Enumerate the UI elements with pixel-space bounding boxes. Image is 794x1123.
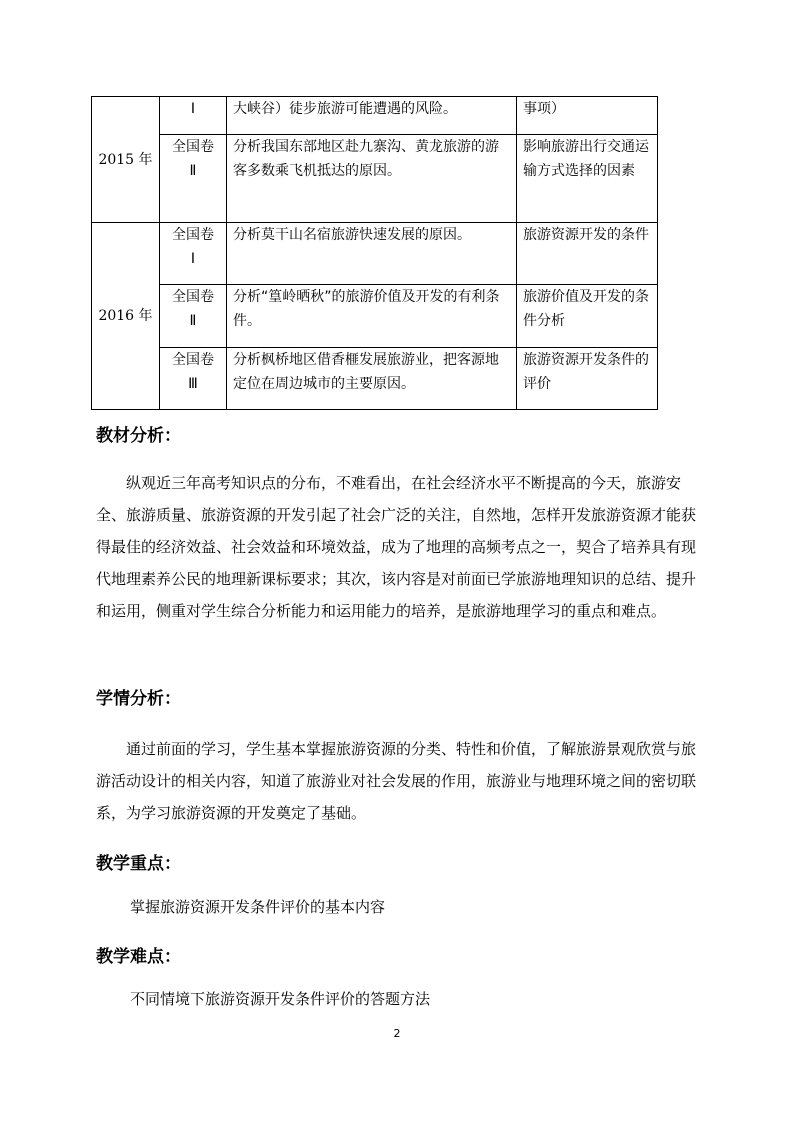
question-cell: 分析莫干山名宿旅游快速发展的原因。 <box>227 223 517 285</box>
table-row <box>92 135 658 223</box>
paper-cell <box>160 135 227 223</box>
question-cell: 大峡谷）徒步旅游可能遭遇的风险。 <box>227 97 517 135</box>
paragraph-difficult: 不同情境下旅游资源开发条件评价的答题方法 <box>130 990 431 1008</box>
paper-label: 全国卷 Ⅲ <box>172 352 214 392</box>
paragraph-students: 通过前面的学习，学生基本掌握旅游资源的分类、特性和价值，了解旅游景观欣赏与旅游活动设计的相关内容，知道了旅游业对社会发展的作用，旅游业与地理环境之间的密切联系，为学习旅游资源的开发奠定了基础。 <box>96 740 697 822</box>
year-cell: 2015 年 <box>92 97 160 223</box>
point-cell: 影响旅游出行交通运输方式选择的因素 <box>517 135 658 223</box>
exam-table <box>91 96 658 410</box>
table-row <box>92 285 658 348</box>
table-row <box>92 97 658 135</box>
question-cell: 分析枫桥地区借香榧发展旅游业，把客源地定位在周边城市的主要原因。 <box>227 348 517 410</box>
paper-cell <box>160 223 227 285</box>
section-heading-key: 教学重点： <box>96 854 181 874</box>
paper-cell <box>160 285 227 348</box>
section-heading-students: 学情分析： <box>96 689 181 709</box>
table-row <box>92 223 658 285</box>
point-cell: 事项） <box>517 97 658 135</box>
paper-label: 全国卷 Ⅱ <box>172 289 214 329</box>
paper-cell: Ⅰ <box>160 97 227 135</box>
point-cell: 旅游价值及开发的条件分析 <box>517 285 658 348</box>
year-cell: 2016 年 <box>92 223 160 410</box>
paragraph-textbook: 纵观近三年高考知识点的分布，不难看出，在社会经济水平不断提高的今天，旅游安全、旅游质量、旅游资源的开发引起了社会广泛的关注，自然地，怎样开发旅游资源才能获得最佳的经济效益、社会效益和环境效益，成为了地理的高频考点之一，契合了培养具有现代地理素养公民的地理新课标要求；其次，该内容是对前面已学旅游地理知识的总结、提升和运用，侧重对学生综合分析能力和运用能力的培养，是旅游地理学习的重点和难点。 <box>96 474 697 620</box>
section-heading-difficult: 教学难点： <box>96 947 181 967</box>
paper-label: 全国卷 Ⅰ <box>172 227 214 267</box>
paper-label: 全国卷 Ⅱ <box>172 139 214 179</box>
section-heading-textbook: 教材分析： <box>96 426 181 446</box>
paragraph-key: 掌握旅游资源开发条件评价的基本内容 <box>130 898 386 916</box>
page-number: 2 <box>393 1027 401 1040</box>
table-row <box>92 348 658 410</box>
question-cell: 分析我国东部地区赴九寨沟、黄龙旅游的游客多数乘飞机抵达的原因。 <box>227 135 517 223</box>
paper-cell <box>160 348 227 410</box>
point-cell: 旅游资源开发的条件 <box>517 223 658 285</box>
question-cell: 分析“篁岭晒秋”的旅游价值及开发的有利条件。 <box>227 285 517 348</box>
point-cell: 旅游资源开发条件的评价 <box>517 348 658 410</box>
